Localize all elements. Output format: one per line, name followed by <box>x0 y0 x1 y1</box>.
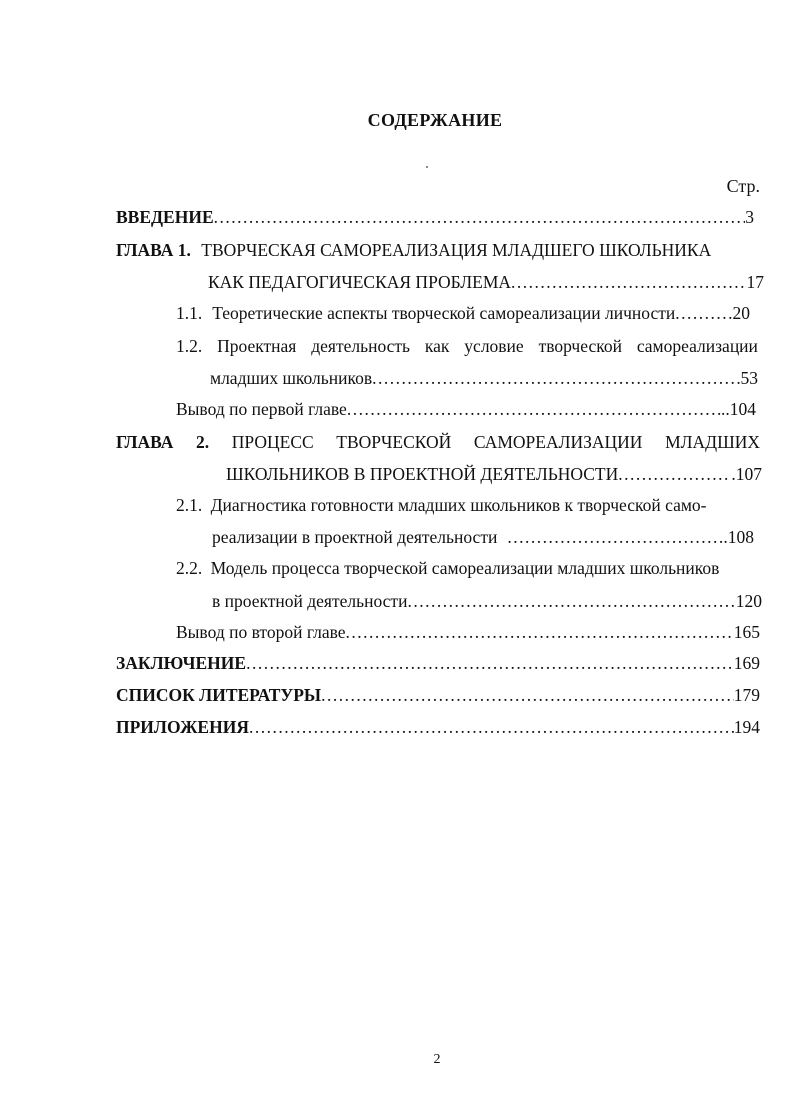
toc-entry-conclusion[interactable] <box>116 652 760 674</box>
document-title: СОДЕРЖАНИЕ <box>367 110 503 130</box>
section-title-word: самореализации <box>636 336 758 356</box>
toc-entry-section-1-2-line1[interactable] <box>176 335 758 357</box>
leader-dots <box>372 367 740 389</box>
toc-entry-references[interactable] <box>116 684 760 706</box>
chapter-prefix: ГЛАВА 1. <box>116 240 191 260</box>
toc-entry-section-1-1[interactable] <box>176 302 750 324</box>
chapter-title-word: МЛАДШИХ <box>665 432 760 452</box>
leader-dots <box>407 590 735 612</box>
toc-entry-section-1-2-line2[interactable] <box>210 367 758 389</box>
chapter-title-continued: ШКОЛЬНИКОВ В ПРОЕКТНОЙ ДЕЯТЕЛЬНОСТИ <box>226 464 619 484</box>
toc-entry-label: ВВЕДЕНИЕ <box>116 207 214 227</box>
toc-entry-introduction[interactable] <box>116 206 754 228</box>
toc-entry-chapter-1-line1[interactable] <box>116 239 711 261</box>
toc-page-number: 120 <box>735 591 762 611</box>
chapter-title-continued: КАК ПЕДАГОГИЧЕСКАЯ ПРОБЛЕМА <box>208 272 512 292</box>
leader-dots <box>618 463 731 485</box>
chapter-title-word: ТВОРЧЕСКОЙ <box>336 432 452 452</box>
toc-page-number: .107 <box>731 464 762 484</box>
toc-entry-chapter-2-line2[interactable] <box>226 463 762 485</box>
toc-entry-label: Вывод по первой главе <box>176 399 347 419</box>
toc-page-number: 20 <box>732 303 750 323</box>
section-title: Модель процесса творческой самореализации младших школьников <box>210 558 720 578</box>
leader-dots <box>346 621 734 643</box>
toc-entry-section-2-1-line2[interactable] <box>212 526 754 548</box>
toc-page-number: .108 <box>723 527 754 547</box>
toc-entry-chapter-1-line2[interactable] <box>208 271 764 293</box>
section-number: 1.2. <box>176 336 203 356</box>
page-number: 2 <box>433 1052 441 1067</box>
page-column-label: Стр. <box>726 176 760 196</box>
section-title: Теоретические аспекты творческой самореализации личности <box>212 303 676 323</box>
toc-page-number: 3 <box>745 207 754 227</box>
toc-entry-chapter-1-conclusion[interactable] <box>176 398 756 420</box>
section-title-word: деятельность <box>311 336 411 356</box>
section-title-word: условие <box>464 336 524 356</box>
scan-speck <box>426 166 428 168</box>
leader-dots <box>347 398 721 420</box>
toc-page-number: 169 <box>733 653 760 673</box>
section-number: 2.1. <box>176 495 203 515</box>
chapter-title: ТВОРЧЕСКАЯ САМОРЕАЛИЗАЦИЯ МЛАДШЕГО ШКОЛЬНИКА <box>201 240 712 260</box>
toc-entry-appendices[interactable] <box>116 716 760 738</box>
toc-entry-label: СПИСОК ЛИТЕРАТУРЫ <box>116 685 322 705</box>
leader-dots <box>675 302 732 324</box>
section-title-continued: реализации в проектной деятельности <box>212 527 498 547</box>
leader-dots <box>511 271 746 293</box>
section-title-continued: младших школьников <box>210 368 373 388</box>
section-title-word: творческой <box>538 336 622 356</box>
leader-dots <box>214 206 746 228</box>
chapter-title-word: ПРОЦЕСС <box>231 432 314 452</box>
toc-entry-chapter-2-conclusion[interactable] <box>176 621 760 643</box>
leader-dots <box>321 684 734 706</box>
toc-entry-section-2-1-line1[interactable] <box>176 494 707 516</box>
chapter-prefix-word: ГЛАВА <box>116 432 174 452</box>
toc-entry-label: ЗАКЛЮЧЕНИЕ <box>116 653 247 673</box>
toc-entry-label: ПРИЛОЖЕНИЯ <box>116 717 249 737</box>
toc-entry-section-2-2-line1[interactable] <box>176 557 719 579</box>
section-title-continued: в проектной деятельности <box>212 591 408 611</box>
section-title-word: как <box>424 336 450 356</box>
section-number: 1.1. <box>176 303 203 323</box>
toc-page-number: ..104 <box>721 399 756 419</box>
leader-dots <box>249 716 734 738</box>
toc-entry-chapter-2-line1[interactable] <box>116 431 760 453</box>
toc-entry-label: Вывод по второй главе <box>176 622 346 642</box>
section-number: 2.2. <box>176 558 203 578</box>
leader-dots <box>507 526 723 548</box>
toc-page-number: 194 <box>733 717 760 737</box>
section-title: Диагностика готовности младших школьников к творческой само- <box>210 495 707 515</box>
chapter-title-word: САМОРЕАЛИЗАЦИИ <box>473 432 643 452</box>
toc-page-number: 179 <box>733 685 760 705</box>
section-title-word: Проектная <box>217 336 297 356</box>
toc-page-number: 53 <box>740 368 758 388</box>
toc-page-number: 17 <box>746 272 764 292</box>
chapter-prefix-number: 2. <box>196 432 210 452</box>
leader-dots <box>246 652 734 674</box>
toc-entry-section-2-2-line2[interactable] <box>212 590 762 612</box>
toc-page-number: 165 <box>733 622 760 642</box>
